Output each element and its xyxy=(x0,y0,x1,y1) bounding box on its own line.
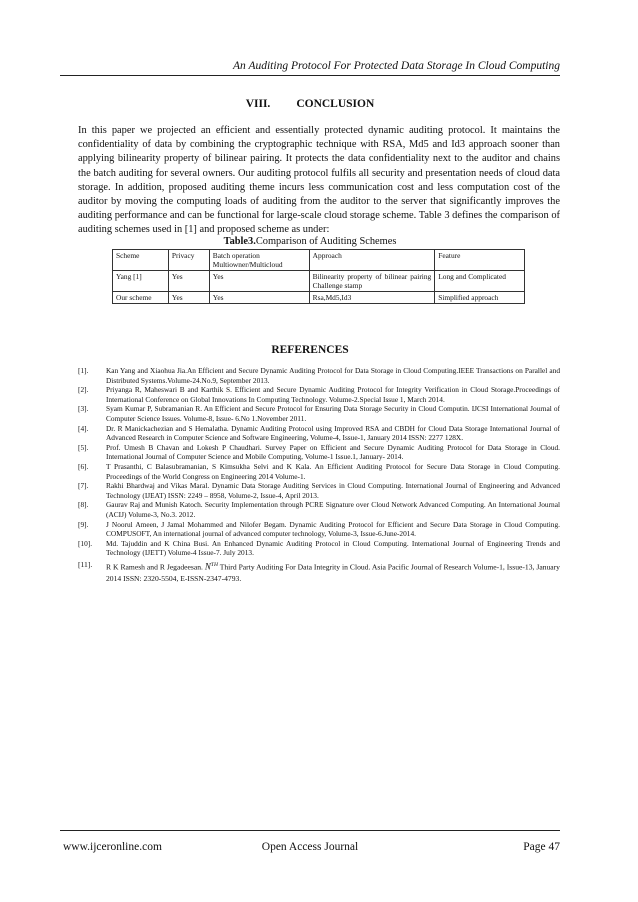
section-number: VIII. xyxy=(245,98,271,110)
running-title: An Auditing Protocol For Protected Data Storage In Cloud Computing xyxy=(233,60,560,72)
table-cell: Our scheme xyxy=(113,292,169,304)
table-header-row xyxy=(113,250,525,271)
reference-text: T Prasanthi, C Balasubramanian, S Kimsukha Selvi and K Kala. An Efficient Auditing Protocol for Secure Data Storage in Cloud Computing. Proceedings of the World Congress on Engineering 2014 Volume-1. xyxy=(106,461,560,481)
reference-number: [8]. xyxy=(78,500,89,510)
table-cell: Yang [1] xyxy=(113,271,169,292)
reference-number: [11]. xyxy=(78,559,93,569)
conclusion-paragraph: In this paper we projected an efficient and essentially protected dynamic auditing protocol. It maintains the confidentiality of data by combining the cryptographic technique with RSA, Md5 and Id3 approach sooner than applying bilinearity property of bilinear pairing. It protects the data confidentiality next to the auditor and chains the batch auditing for several owners. Our auditing protocol fulfils all security and presentation needs of cloud data storage. In addition, proposed auditing theme incurs less communication cost and less computation cost of the auditor by moving the computing loads of auditing from the auditor to the server that significantly improves the auditing performance and can be functional for large-scale cloud storage scheme. Table 3 defines the comparison of auditing schemes used in [1] and proposed scheme as under: xyxy=(78,125,560,236)
reference-text: Priyanga R, Maheswari B and Karthik S. Efficient and Secure Dynamic Auditing Protocol for Integrity Verification in Cloud Storage.Proceedings of International Conference on Global Innovations In Computing Technology. Volume-2.Special Issue 1, March 2014. xyxy=(106,385,560,404)
table-cell: Yes xyxy=(168,271,209,292)
reference-number: [5]. xyxy=(78,442,89,452)
reference-number: [3]. xyxy=(78,404,89,414)
table-header-cell: Batch operation Multiowner/Multicloud xyxy=(209,250,309,271)
reference-text: Prof. Umesh B Chavan and Lokesh P Chaudhari. Survey Paper on Efficient and Secure Dynamic Auditing Protocol for Data Storage in Cloud. International Journal of Computer Science and Mobile Computing, Volume-1 Issue.1, January- 2014. xyxy=(106,442,560,462)
table-caption xyxy=(60,236,560,248)
header-divider xyxy=(60,75,560,76)
section-title: CONCLUSION xyxy=(296,98,375,110)
reference-item xyxy=(78,520,560,539)
reference-number: [10]. xyxy=(78,538,93,548)
footer-journal: Open Access Journal xyxy=(261,841,359,853)
reference-text: Rakhi Bhardwaj and Vikas Maral. Dynamic Data Storage Auditing Services in Cloud Computing. International Journal of Engineering and Advanced Technology (IJEAT) ISSN: 2249 – 8958, Volume-2, Issue-4, April 2013. xyxy=(106,481,560,500)
reference-text: Dr. R Manickachezian and S Hemalatha. Dynamic Auditing Protocol using Improved RSA and CBDH for Cloud Data Storage International Journal of Advanced Research in Computer Science and Software Engineering, Volume-4, Issue-1, January 2014 ISSN: 2277 128X. xyxy=(106,423,560,443)
references-heading: REFERENCES xyxy=(271,344,349,356)
reference-number: [4]. xyxy=(78,423,89,433)
table-cell: Bilinearity property of bilinear pairing Challenge stamp xyxy=(309,271,435,292)
table-caption-text: Comparison of Auditing Schemes xyxy=(255,236,397,247)
table-row xyxy=(113,271,525,292)
reference-item xyxy=(78,559,560,586)
reference-item xyxy=(78,500,560,519)
table-cell: Yes xyxy=(168,292,209,304)
footer-divider xyxy=(60,830,560,831)
reference-number: [2]. xyxy=(78,385,89,395)
math-superscript: TH xyxy=(210,561,218,568)
table-cell: Simplified approach xyxy=(435,292,525,304)
reference-item xyxy=(78,366,560,385)
table-caption-label: Table3. xyxy=(223,236,256,247)
footer-website: www.ijceronline.com xyxy=(63,841,162,853)
reference-text: R K Ramesh and R Jegadeesan. xyxy=(106,562,205,572)
table-header-cell: Scheme xyxy=(113,250,169,271)
reference-list xyxy=(78,366,560,585)
table-header-cell: Approach xyxy=(309,250,435,271)
reference-item xyxy=(78,424,560,443)
math-symbol: N xyxy=(204,561,211,572)
reference-text: J Noorul Ameen, J Jamal Mohammed and Nilofer Begam. Dynamic Auditing Protocol for Efficient and Secure Data Storage in Cloud Computing. COMPUSOFT, An international journal of advanced computer technology, Volume-3, Issue-6.June-2014. xyxy=(106,519,560,539)
reference-item xyxy=(78,481,560,500)
table-cell: Long and Complicated xyxy=(435,271,525,292)
comparison-table xyxy=(112,249,525,304)
reference-item xyxy=(78,385,560,404)
reference-text: Md. Tajuddin and K China Busi. An Enhanced Dynamic Auditing Protocol in Cloud Computing. International Journal of Engineering Trends and Technology (IJETT) Volume-4 Issue-7. July 2013. xyxy=(106,538,560,558)
table-cell: Yes xyxy=(209,271,309,292)
reference-number: [9]. xyxy=(78,519,89,529)
table-header-cell: Feature xyxy=(435,250,525,271)
table-row xyxy=(113,292,525,304)
table-cell: Rsa,Md5,Id3 xyxy=(309,292,435,304)
reference-number: [6]. xyxy=(78,461,89,471)
table-cell: Yes xyxy=(209,292,309,304)
reference-item xyxy=(78,539,560,558)
reference-item xyxy=(78,404,560,423)
reference-text: Syam Kumar P, Subramanian R. An Efficient and Secure Protocol for Ensuring Data Storage Security in Cloud Computin. IJCSI International Journal of Computer Science Issues. Volume-8, Issue- 6.No 1.November 2011. xyxy=(106,404,560,423)
footer-page-number: Page 47 xyxy=(523,841,560,853)
reference-item xyxy=(78,462,560,481)
reference-text: Gaurav Raj and Munish Katoch. Security Implementation through PCRE Signature over Cloud Network Advanced Computing. An International Journal (ACIJ) Volume-3, No.3. 2012. xyxy=(106,500,560,519)
reference-item xyxy=(78,443,560,462)
section-heading xyxy=(60,97,560,111)
table-header-cell: Privacy xyxy=(168,250,209,271)
reference-number: [1]. xyxy=(78,366,89,375)
reference-text: Third Party Auditing For Data Integrity in Cloud. Asia Pacific Journal of Research Volume-1, Issue-13, January 2014 ISSN: 2320-5504, E-ISSN-2347-4793. xyxy=(106,562,560,584)
reference-number: [7]. xyxy=(78,481,89,491)
reference-text: Kan Yang and Xiaohua Jia.An Efficient and Secure Dynamic Auditing Protocol for Data Storage in Cloud Computing.IEEE Transactions on Parallel and Distributed Systems.Volume-24.No.9, September 2013. xyxy=(106,366,560,385)
